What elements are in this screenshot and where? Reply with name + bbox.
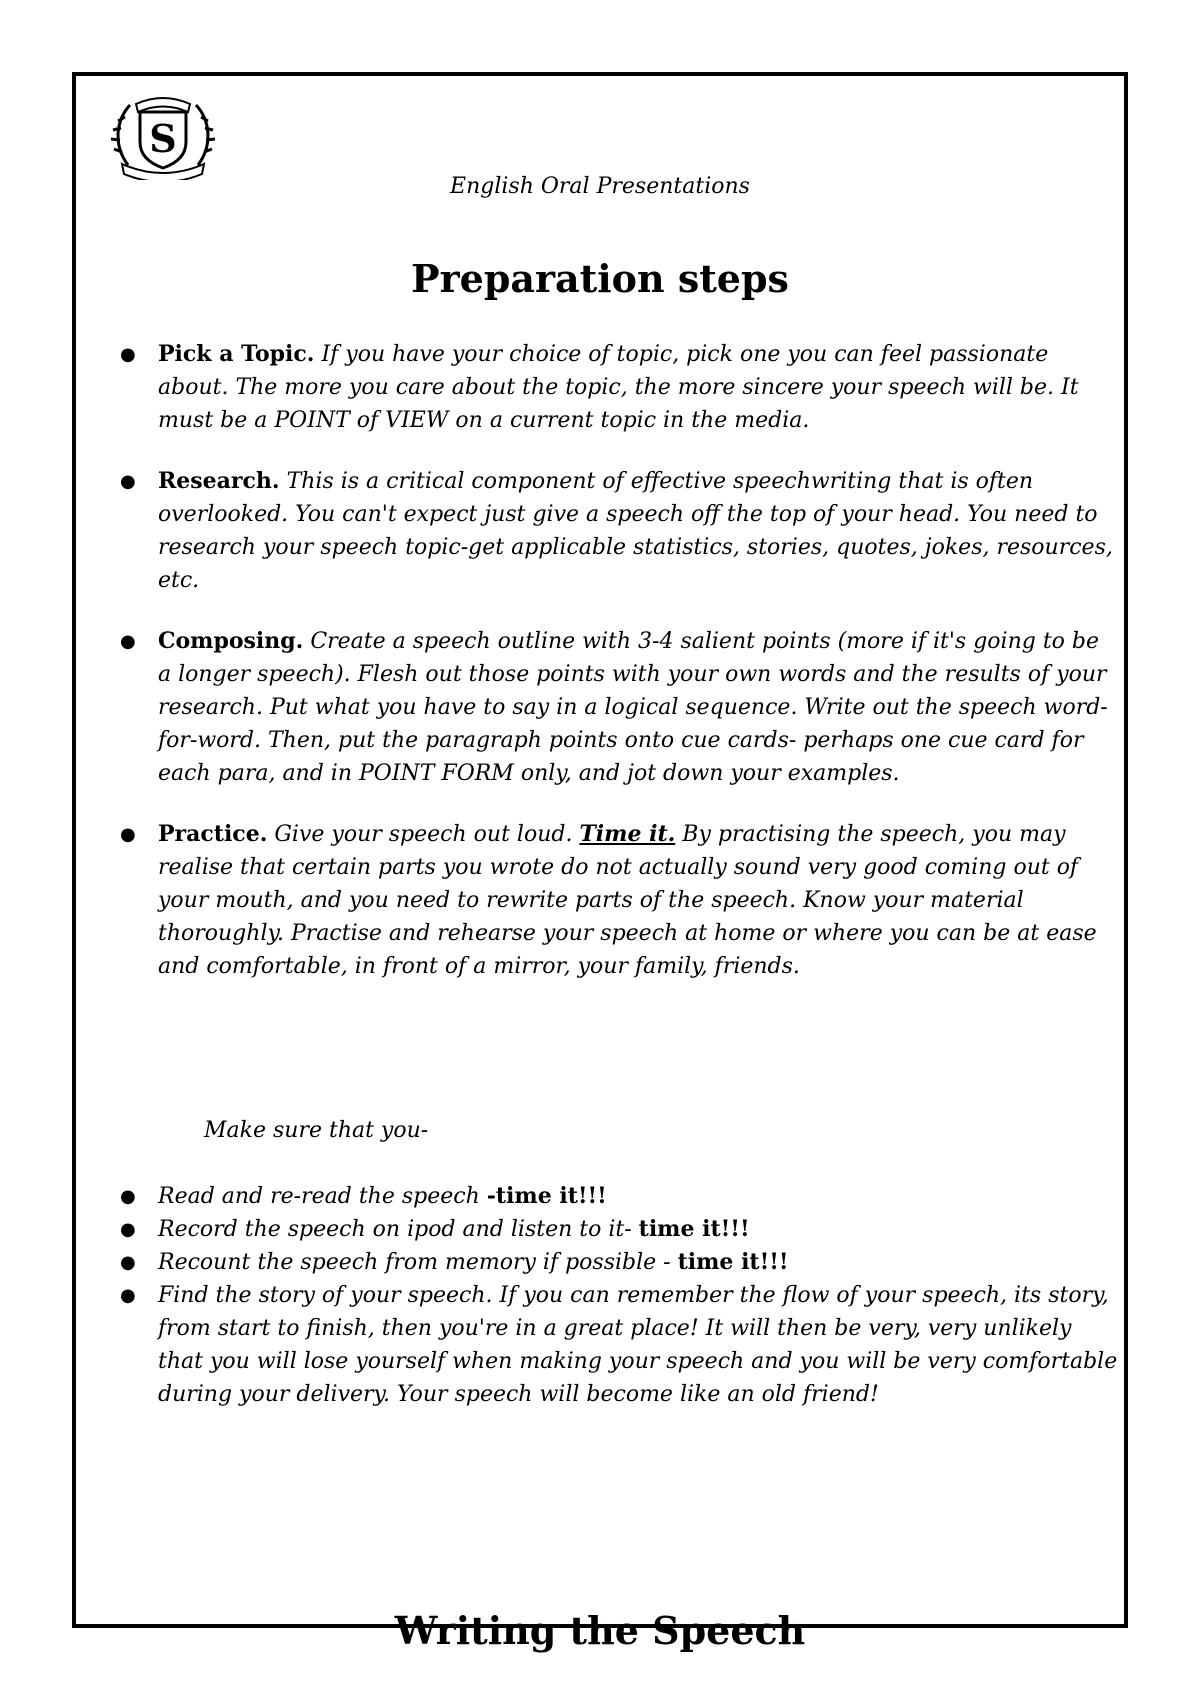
list-item (120, 1213, 1118, 1246)
step-term: Research. (158, 468, 280, 494)
checklist-intro: Make sure that you- (204, 1118, 429, 1143)
step-term: Practice. (158, 821, 268, 847)
bullet-icon: ● (120, 824, 136, 845)
checklist-text: Read and re-read the speech (158, 1184, 480, 1209)
section-title: Writing the Speech (394, 1608, 806, 1653)
checklist-text: Recount the speech from memory if possible - (158, 1250, 671, 1275)
step-text: Give your speech out loud. (274, 822, 573, 847)
list-item (120, 625, 1118, 790)
step-text: This is a critical component of effective speechwriting that is often overlooked. You can't expect just give a speech off the top of your head. You need to research your speech topic-get applicable statistics, stories, quotes, jokes, resources, etc. (158, 469, 1113, 593)
checklist-tag: time it!!! (677, 1249, 789, 1275)
checklist (120, 1180, 1118, 1411)
bullet-icon: ● (120, 1285, 136, 1306)
step-term: Composing. (158, 628, 304, 654)
bullet-icon: ● (120, 344, 136, 365)
bullet-icon: ● (120, 1252, 136, 1273)
list-item (120, 465, 1118, 597)
step-text: Create a speech outline with 3-4 salient points (more if it's going to be a longer speech). Flesh out those points with your own words and the results of your research. Put what you have to say in a logical sequence. Write out the speech word-for-word. Then, put the paragraph points onto cue cards- perhaps one cue card for each para, and in POINT FORM only, and jot down your examples. (158, 629, 1108, 786)
list-item (120, 1279, 1118, 1411)
svg-text:S: S (149, 116, 177, 161)
list-item (120, 338, 1118, 437)
school-crest-icon (108, 90, 218, 180)
preparation-steps-list (120, 338, 1118, 1011)
list-item (120, 818, 1118, 983)
bullet-icon: ● (120, 1186, 136, 1207)
list-item (120, 1246, 1118, 1279)
bullet-icon: ● (120, 631, 136, 652)
page-border (72, 72, 1128, 1653)
checklist-text: Record the speech on ipod and listen to it- (158, 1217, 632, 1242)
checklist-tag: time it!!! (638, 1216, 750, 1242)
checklist-text: Find the story of your speech. If you can remember the flow of your speech, its story, from start to finish, then you're in a great place! It will then be very, very unlikely that you will lose yourself when making your speech and you will be very comfortable during your delivery. Your speech will become like an old friend! (158, 1283, 1118, 1407)
time-it-emphasis: Time it. (579, 821, 676, 847)
checklist-tag: -time it!!! (486, 1183, 607, 1209)
bullet-icon: ● (120, 1219, 136, 1240)
step-text-continued: By practising the speech, you may realise that certain parts you wrote do not actually sound very good coming out of your mouth, and you need to rewrite parts of the speech. Know your material thoroughly. Practise and rehearse your speech at home or where you can be at ease and comfortable, in front of a mirror, your family, friends. (158, 822, 1097, 979)
page-title: Preparation steps (411, 256, 789, 301)
document-subtitle: English Oral Presentations (450, 174, 750, 199)
bullet-icon: ● (120, 471, 136, 492)
step-text: If you have your choice of topic, pick one you can feel passionate about. The more you care about the topic, the more sincere your speech will be. It must be a POINT of VIEW on a current topic in the media. (158, 342, 1079, 433)
list-item (120, 1180, 1118, 1213)
step-term: Pick a Topic. (158, 341, 315, 367)
